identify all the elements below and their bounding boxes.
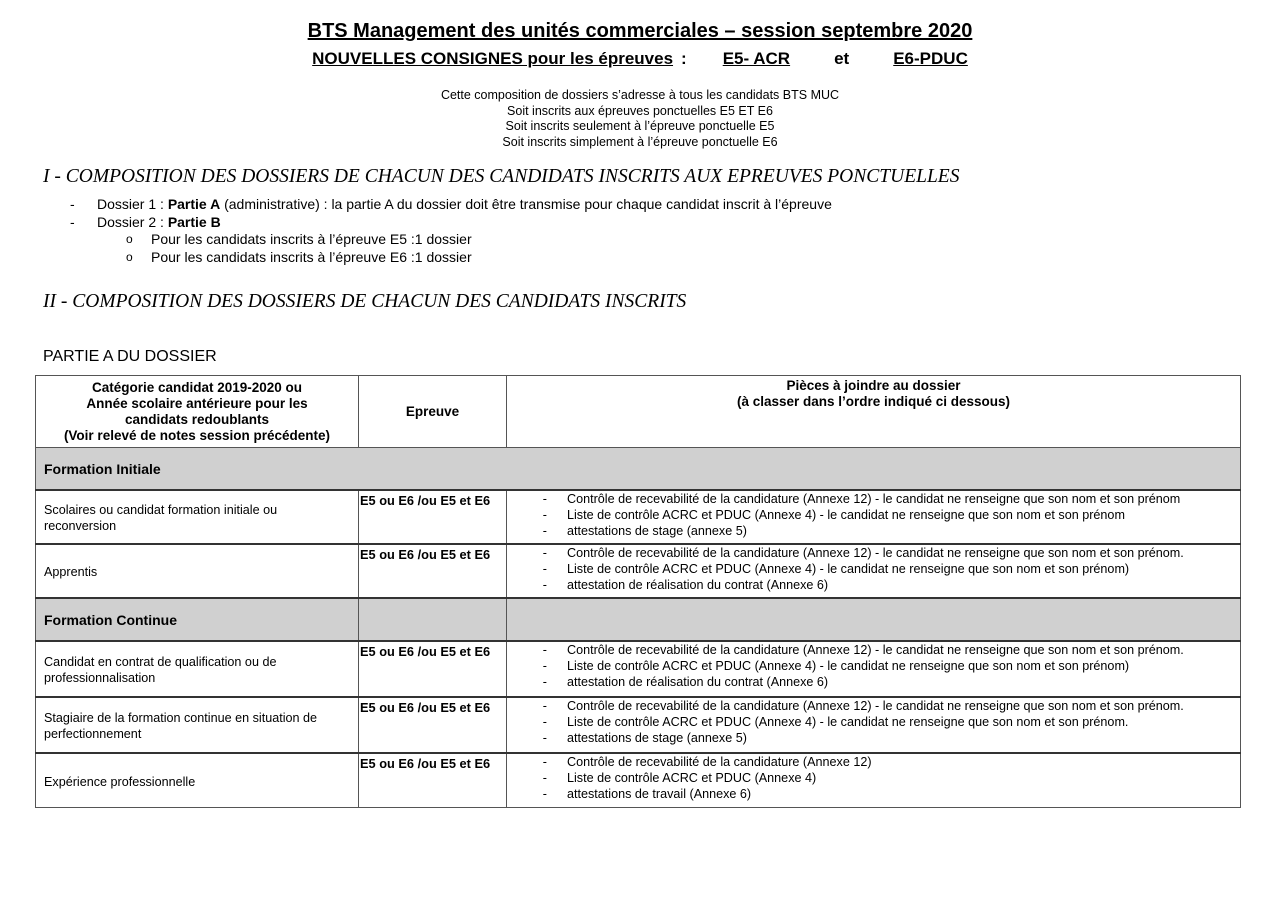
pieces-cell xyxy=(507,697,1241,753)
list-item-dossier-2 xyxy=(70,214,832,232)
item-bold: Partie A xyxy=(167,196,221,212)
group-row-formation-initiale xyxy=(36,448,1241,491)
header-line: Catégorie candidat 2019-2020 ou xyxy=(91,379,303,395)
bullet: - xyxy=(542,730,547,745)
item-text: (administrative) : la partie A du dossier doit être transmise pour chaque candidat inscrit à l’épreuve xyxy=(220,196,832,212)
subtitle-e6: E6-PDUC xyxy=(893,49,968,68)
epreuve-cell: E5 ou E6 /ou E5 et E6 xyxy=(359,697,507,753)
piece-text: Liste de contrôle ACRC et PDUC (Annexe 4) - le candidat ne renseigne que son nom et son prénom) xyxy=(567,658,1130,673)
piece-item xyxy=(507,659,1238,675)
piece-text: Liste de contrôle ACRC et PDUC (Annexe 4) - le candidat ne renseigne que son nom et son prénom. xyxy=(567,714,1129,729)
piece-item xyxy=(507,771,1238,787)
empty-cell xyxy=(507,598,1241,641)
bullet: - xyxy=(70,213,75,230)
piece-item xyxy=(507,675,1238,691)
sub-item xyxy=(70,249,832,267)
piece-text: attestation de réalisation du contrat (Annexe 6) xyxy=(567,577,829,592)
list-item-dossier-1 xyxy=(70,196,832,214)
piece-text: Contrôle de recevabilité de la candidature (Annexe 12) - le candidat ne renseigne que son nom et son prénom. xyxy=(567,546,1184,560)
piece-item xyxy=(507,524,1238,540)
piece-item xyxy=(507,699,1238,715)
table-row xyxy=(36,490,1241,544)
piece-text: Contrôle de recevabilité de la candidature (Annexe 12) - le candidat ne renseigne que son nom et son prénom xyxy=(567,492,1181,506)
intro-line: Soit inscrits aux épreuves ponctuelles E5 ET E6 xyxy=(507,103,773,118)
document-title: BTS Management des unités commerciales – session septembre 2020 xyxy=(307,20,973,42)
piece-text: Liste de contrôle ACRC et PDUC (Annexe 4) xyxy=(567,770,817,785)
bullet: - xyxy=(542,561,547,576)
bullet: - xyxy=(542,755,547,769)
piece-item xyxy=(507,546,1238,562)
bullet: o xyxy=(126,249,133,264)
bullet: - xyxy=(542,699,547,713)
bullet: - xyxy=(542,492,547,506)
bullet: o xyxy=(126,232,133,246)
piece-item xyxy=(507,731,1238,747)
empty-cell xyxy=(359,598,507,641)
bullet: - xyxy=(542,674,547,689)
subtitle-colon: : xyxy=(681,49,687,68)
piece-text: Contrôle de recevabilité de la candidature (Annexe 12) xyxy=(567,755,872,769)
bullet: - xyxy=(542,507,547,522)
candidate-category: Scolaires ou candidat formation initiale ou reconversion xyxy=(36,490,359,544)
candidate-category: Apprentis xyxy=(36,544,359,598)
piece-item xyxy=(507,508,1238,524)
piece-item xyxy=(507,492,1238,508)
pieces-cell xyxy=(507,490,1241,544)
part-a-heading: PARTIE A DU DOSSIER xyxy=(43,348,217,365)
piece-item xyxy=(507,755,1238,771)
table-row xyxy=(36,641,1241,697)
intro-line: Soit inscrits seulement à l’épreuve ponctuelle E5 xyxy=(505,119,775,133)
pieces-cell xyxy=(507,641,1241,697)
piece-text: Contrôle de recevabilité de la candidature (Annexe 12) - le candidat ne renseigne que son nom et son prénom. xyxy=(567,699,1184,713)
piece-item xyxy=(507,562,1238,578)
candidate-category: Stagiaire de la formation continue en situation de perfectionnement xyxy=(36,697,359,753)
item-prefix: Dossier 2 : xyxy=(97,213,168,230)
candidate-category: Candidat en contrat de qualification ou de professionnalisation xyxy=(36,641,359,697)
piece-text: attestation de réalisation du contrat (Annexe 6) xyxy=(567,674,829,689)
subtitle-et: et xyxy=(834,49,850,68)
bullet: - xyxy=(542,523,547,538)
piece-text: Liste de contrôle ACRC et PDUC (Annexe 4) - le candidat ne renseigne que son nom et son prénom xyxy=(567,507,1125,522)
table-row xyxy=(36,753,1241,808)
piece-text: attestations de stage (annexe 5) xyxy=(567,523,747,538)
bullet: - xyxy=(542,770,547,785)
bullet: - xyxy=(542,546,547,560)
pieces-cell xyxy=(507,544,1241,598)
candidate-category: Expérience professionnelle xyxy=(36,753,359,808)
piece-item xyxy=(507,787,1238,803)
piece-text: Liste de contrôle ACRC et PDUC (Annexe 4) - le candidat ne renseigne que son nom et son prénom) xyxy=(567,561,1130,576)
piece-item xyxy=(507,643,1238,659)
sub-item-text: Pour les candidats inscrits à l’épreuve E5 :1 dossier xyxy=(151,231,472,247)
epreuve-cell: E5 ou E6 /ou E5 et E6 xyxy=(359,544,507,598)
dossier-list xyxy=(70,196,832,266)
header-line: Pièces à joindre au dossier xyxy=(786,378,961,393)
piece-item xyxy=(507,578,1238,594)
sub-item-text: Pour les candidats inscrits à l’épreuve E6 :1 dossier xyxy=(151,248,472,265)
header-category xyxy=(36,376,359,448)
pieces-cell xyxy=(507,753,1241,808)
bullet: - xyxy=(542,658,547,673)
item-prefix: Dossier 1 : xyxy=(97,196,168,212)
header-epreuve: Epreuve xyxy=(359,376,507,448)
group-label: Formation Continue xyxy=(36,598,359,641)
bullet: - xyxy=(542,786,547,801)
header-line: candidats redoublants xyxy=(124,411,270,427)
group-row-formation-continue xyxy=(36,598,1241,641)
table-row xyxy=(36,697,1241,753)
bullet: - xyxy=(542,577,547,592)
sub-item xyxy=(70,231,832,249)
subtitle-e5: E5- ACR xyxy=(722,49,791,68)
header-line: (Voir relevé de notes session précédente) xyxy=(63,427,331,443)
group-label: Formation Initiale xyxy=(36,448,1241,491)
epreuve-cell: E5 ou E6 /ou E5 et E6 xyxy=(359,641,507,697)
piece-item xyxy=(507,715,1238,731)
header-line: Année scolaire antérieure pour les xyxy=(86,395,308,411)
header-line: (à classer dans l’ordre indiqué ci dessous) xyxy=(736,394,1011,409)
table-row xyxy=(36,544,1241,598)
section-1-heading: I - COMPOSITION DES DOSSIERS DE CHACUN DES CANDIDATS INSCRITS AUX EPREUVES PONCTUELLES xyxy=(43,166,960,187)
document-subtitle xyxy=(0,49,1280,69)
item-bold: Partie B xyxy=(167,213,221,230)
table-header xyxy=(36,376,1241,448)
section-2-heading: II - COMPOSITION DES DOSSIERS DE CHACUN DES CANDIDATS INSCRITS xyxy=(43,291,687,312)
intro-line: Cette composition de dossiers s’adresse à tous les candidats BTS MUC xyxy=(440,88,840,102)
piece-text: attestations de stage (annexe 5) xyxy=(567,730,747,745)
epreuve-cell: E5 ou E6 /ou E5 et E6 xyxy=(359,490,507,544)
piece-text: Contrôle de recevabilité de la candidature (Annexe 12) - le candidat ne renseigne que son nom et son prénom. xyxy=(567,643,1184,657)
bullet: - xyxy=(542,643,547,657)
intro-text xyxy=(0,88,1280,150)
bullet: - xyxy=(542,714,547,729)
header-pieces xyxy=(507,376,1241,448)
piece-text: attestations de travail (Annexe 6) xyxy=(567,786,752,801)
documents-table xyxy=(35,375,1241,808)
epreuve-cell: E5 ou E6 /ou E5 et E6 xyxy=(359,753,507,808)
intro-line: Soit inscrits simplement à l’épreuve ponctuelle E6 xyxy=(502,134,778,149)
subtitle-text: NOUVELLES CONSIGNES pour les épreuves xyxy=(312,49,674,68)
bullet: - xyxy=(70,196,75,212)
